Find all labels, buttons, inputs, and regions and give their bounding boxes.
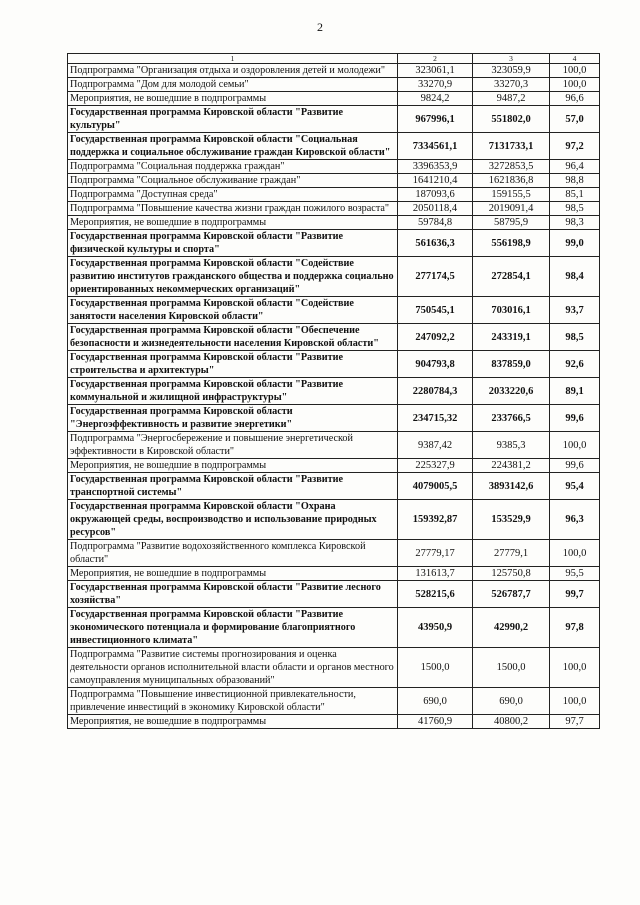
row-name: Подпрограмма "Социальная поддержка граждан" (68, 160, 398, 174)
plan-value: 7334561,1 (398, 133, 473, 160)
row-name: Мероприятия, не вошедшие в подпрограммы (68, 715, 398, 729)
column-header: 3 (473, 54, 550, 64)
execution-percent: 95,5 (550, 567, 600, 581)
plan-value: 225327,9 (398, 459, 473, 473)
row-name: Государственная программа Кировской области "Развитие культуры" (68, 106, 398, 133)
execution-percent: 96,3 (550, 500, 600, 540)
plan-value: 159392,87 (398, 500, 473, 540)
plan-value: 690,0 (398, 688, 473, 715)
subprogram-row (68, 78, 600, 92)
plan-value: 41760,9 (398, 715, 473, 729)
plan-value: 187093,6 (398, 188, 473, 202)
fact-value: 9385,3 (473, 432, 550, 459)
execution-percent: 98,3 (550, 216, 600, 230)
plan-value: 2280784,3 (398, 378, 473, 405)
program-row (68, 351, 600, 378)
column-number-row (68, 54, 600, 64)
row-name: Государственная программа Кировской области "Обеспечение безопасности и жизнедеятельности населения Кировской области" (68, 324, 398, 351)
execution-percent: 99,7 (550, 581, 600, 608)
plan-value: 9824,2 (398, 92, 473, 106)
plan-value: 904793,8 (398, 351, 473, 378)
fact-value: 33270,3 (473, 78, 550, 92)
column-header: 2 (398, 54, 473, 64)
fact-value: 243319,1 (473, 324, 550, 351)
execution-percent: 98,8 (550, 174, 600, 188)
fact-value: 690,0 (473, 688, 550, 715)
program-row (68, 405, 600, 432)
row-name: Государственная программа Кировской области "Развитие транспортной системы" (68, 473, 398, 500)
execution-percent: 97,7 (550, 715, 600, 729)
fact-value: 27779,1 (473, 540, 550, 567)
plan-value: 3396353,9 (398, 160, 473, 174)
plan-value: 131613,7 (398, 567, 473, 581)
row-name: Подпрограмма "Социальное обслуживание граждан" (68, 174, 398, 188)
fact-value: 42990,2 (473, 608, 550, 648)
fact-value: 3272853,5 (473, 160, 550, 174)
subprogram-row (68, 648, 600, 688)
page-number: 2 (317, 20, 323, 34)
fact-value: 837859,0 (473, 351, 550, 378)
row-name: Мероприятия, не вошедшие в подпрограммы (68, 567, 398, 581)
plan-value: 2050118,4 (398, 202, 473, 216)
plan-value: 277174,5 (398, 257, 473, 297)
column-header: 1 (68, 54, 398, 64)
row-name: Мероприятия, не вошедшие в подпрограммы (68, 216, 398, 230)
plan-value: 1500,0 (398, 648, 473, 688)
execution-percent: 98,4 (550, 257, 600, 297)
column-header: 4 (550, 54, 600, 64)
plan-value: 247092,2 (398, 324, 473, 351)
program-row (68, 257, 600, 297)
program-row (68, 106, 600, 133)
plan-value: 33270,9 (398, 78, 473, 92)
row-name: Государственная программа Кировской области "Развитие физической культуры и спорта" (68, 230, 398, 257)
execution-percent: 97,8 (550, 608, 600, 648)
plan-value: 234715,32 (398, 405, 473, 432)
execution-percent: 100,0 (550, 78, 600, 92)
fact-value: 703016,1 (473, 297, 550, 324)
subprogram-row (68, 459, 600, 473)
plan-value: 323061,1 (398, 64, 473, 78)
execution-percent: 100,0 (550, 688, 600, 715)
subprogram-row (68, 92, 600, 106)
subprogram-row (68, 174, 600, 188)
fact-value: 125750,8 (473, 567, 550, 581)
fact-value: 2033220,6 (473, 378, 550, 405)
row-name: Мероприятия, не вошедшие в подпрограммы (68, 459, 398, 473)
plan-value: 59784,8 (398, 216, 473, 230)
fact-value: 159155,5 (473, 188, 550, 202)
subprogram-row (68, 432, 600, 459)
program-row (68, 473, 600, 500)
subprogram-row (68, 202, 600, 216)
program-row (68, 133, 600, 160)
fact-value: 58795,9 (473, 216, 550, 230)
plan-value: 4079005,5 (398, 473, 473, 500)
row-name: Подпрограмма "Повышение инвестиционной привлекательности, привлечение инвестиций в экономику Кировской области" (68, 688, 398, 715)
program-row (68, 230, 600, 257)
execution-percent: 97,2 (550, 133, 600, 160)
fact-value: 40800,2 (473, 715, 550, 729)
fact-value: 9487,2 (473, 92, 550, 106)
row-name: Государственная программа Кировской области "Охрана окружающей среды, воспроизводство и использование природных ресурсов" (68, 500, 398, 540)
execution-percent: 98,5 (550, 202, 600, 216)
plan-value: 27779,17 (398, 540, 473, 567)
subprogram-row (68, 160, 600, 174)
fact-value: 556198,9 (473, 230, 550, 257)
plan-value: 967996,1 (398, 106, 473, 133)
row-name: Подпрограмма "Развитие системы прогнозирования и оценка деятельности органов исполнительной власти области и органов местного самоуправления муниципальных образований" (68, 648, 398, 688)
subprogram-row (68, 567, 600, 581)
fact-value: 153529,9 (473, 500, 550, 540)
execution-percent: 98,5 (550, 324, 600, 351)
plan-value: 528215,6 (398, 581, 473, 608)
row-name: Государственная программа Кировской области "Содействие развитию институтов гражданского общества и поддержка социально ориентированных некоммерческих организаций" (68, 257, 398, 297)
program-row (68, 297, 600, 324)
fact-value: 272854,1 (473, 257, 550, 297)
execution-percent: 99,6 (550, 459, 600, 473)
fact-value: 526787,7 (473, 581, 550, 608)
row-name: Подпрограмма "Энергосбережение и повышение энергетической эффективности в Кировской области" (68, 432, 398, 459)
row-name: Государственная программа Кировской области "Развитие коммунальной и жилищной инфраструктуры" (68, 378, 398, 405)
row-name: Государственная программа Кировской области "Социальная поддержка и социальное обслуживание граждан Кировской области" (68, 133, 398, 160)
fact-value: 2019091,4 (473, 202, 550, 216)
execution-percent: 85,1 (550, 188, 600, 202)
row-name: Подпрограмма "Доступная среда" (68, 188, 398, 202)
execution-percent: 99,6 (550, 405, 600, 432)
subprogram-row (68, 715, 600, 729)
execution-percent: 96,6 (550, 92, 600, 106)
row-name: Государственная программа Кировской области "Развитие экономического потенциала и формирование благоприятного инвестиционного климата" (68, 608, 398, 648)
fact-value: 551802,0 (473, 106, 550, 133)
execution-percent: 100,0 (550, 64, 600, 78)
execution-percent: 99,0 (550, 230, 600, 257)
execution-percent: 92,6 (550, 351, 600, 378)
row-name: Государственная программа Кировской области "Содействие занятости населения Кировской области" (68, 297, 398, 324)
execution-percent: 96,4 (550, 160, 600, 174)
fact-value: 7131733,1 (473, 133, 550, 160)
execution-percent: 89,1 (550, 378, 600, 405)
fact-value: 233766,5 (473, 405, 550, 432)
row-name: Подпрограмма "Развитие водохозяйственного комплекса Кировской области" (68, 540, 398, 567)
program-row (68, 500, 600, 540)
row-name: Подпрограмма "Дом для молодой семьи" (68, 78, 398, 92)
plan-value: 9387,42 (398, 432, 473, 459)
subprogram-row (68, 540, 600, 567)
execution-percent: 100,0 (550, 432, 600, 459)
row-name: Подпрограмма "Организация отдыха и оздоровления детей и молодежи" (68, 64, 398, 78)
row-name: Государственная программа Кировской области "Развитие строительства и архитектуры" (68, 351, 398, 378)
row-name: Подпрограмма "Повышение качества жизни граждан пожилого возраста" (68, 202, 398, 216)
plan-value: 43950,9 (398, 608, 473, 648)
execution-percent: 100,0 (550, 648, 600, 688)
row-name: Государственная программа Кировской области "Развитие лесного хозяйства" (68, 581, 398, 608)
program-row (68, 324, 600, 351)
budget-execution-table (67, 53, 600, 729)
fact-value: 224381,2 (473, 459, 550, 473)
fact-value: 1621836,8 (473, 174, 550, 188)
program-row (68, 581, 600, 608)
plan-value: 561636,3 (398, 230, 473, 257)
fact-value: 3893142,6 (473, 473, 550, 500)
execution-percent: 57,0 (550, 106, 600, 133)
plan-value: 1641210,4 (398, 174, 473, 188)
subprogram-row (68, 216, 600, 230)
program-row (68, 608, 600, 648)
fact-value: 1500,0 (473, 648, 550, 688)
execution-percent: 100,0 (550, 540, 600, 567)
subprogram-row (68, 688, 600, 715)
execution-percent: 93,7 (550, 297, 600, 324)
subprogram-row (68, 64, 600, 78)
row-name: Мероприятия, не вошедшие в подпрограммы (68, 92, 398, 106)
plan-value: 750545,1 (398, 297, 473, 324)
fact-value: 323059,9 (473, 64, 550, 78)
program-row (68, 378, 600, 405)
subprogram-row (68, 188, 600, 202)
execution-percent: 95,4 (550, 473, 600, 500)
row-name: Государственная программа Кировской области "Энергоэффективность и развитие энергетики" (68, 405, 398, 432)
